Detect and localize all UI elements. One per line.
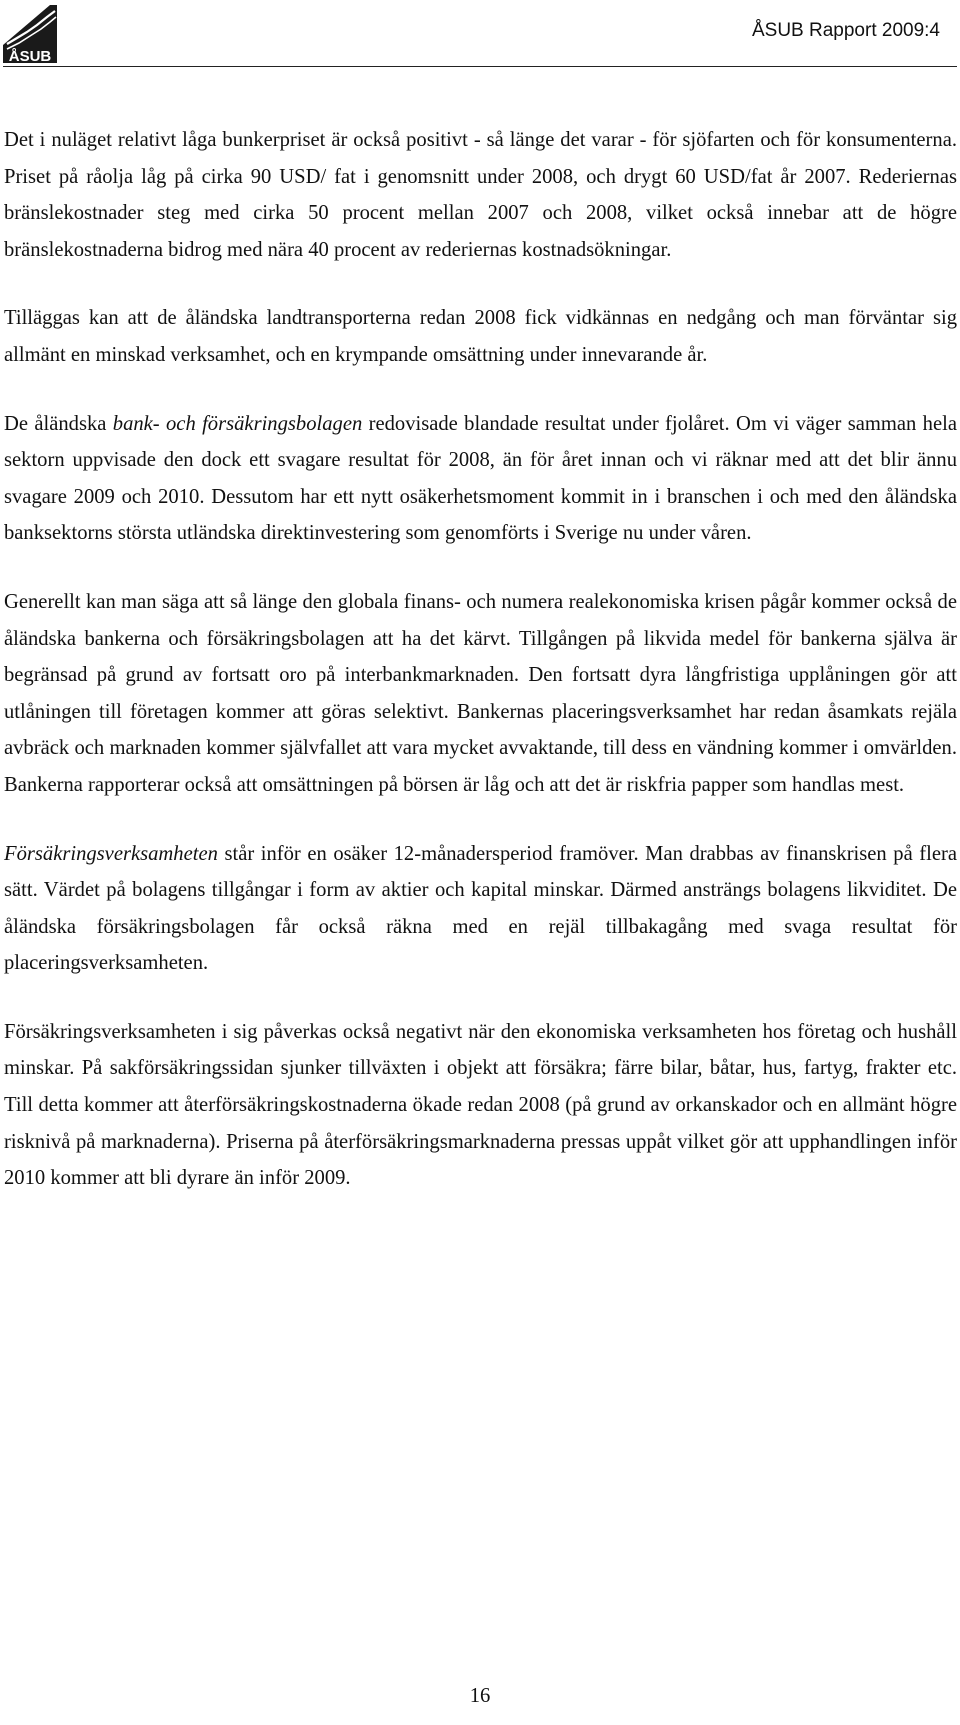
header-rule — [3, 66, 957, 67]
emphasized-term: bank- och försäkringsbolagen — [112, 412, 363, 435]
document-body — [4, 122, 957, 1197]
emphasized-term: Försäkringsverksamheten — [4, 842, 218, 865]
paragraph-reinsurance: Försäkringsverksamheten i sig påverkas också negativt när den ekonomiska verksamheten hos företag och hushåll minskar. På sakförsäkringssidan sjunker tillväxten i objekt att försäkra; färre bilar, båtar, hus, fartyg, frakter etc. Till detta kommer att återförsäkringskostnaderna ökade redan 2008 (på grund av orkanskador och en allmänt högre risknivå på marknaderna). Priserna på återförsäkringsmarknaderna pressas uppåt vilket gör att upphandlingen inför 2010 kommer att bli dyrare än inför 2009. — [4, 1020, 957, 1190]
paragraph-text: står inför en osäker 12-månadersperiod framöver. Man drabbas av finanskrisen på flera sätt. Värdet på bolagens tillgångar i form av aktier och kapital minskar. Därmed ansträngs bolagens likviditet. De åländska försäkringsbolagen får också räkna med en rejäl tillbakagång med svaga resultat för placeringsverksamheten. — [4, 842, 957, 975]
paragraph-banking-crisis: Generellt kan man säga att så länge den globala finans- och numera realekonomiska krisen pågår kommer också de åländska bankerna och försäkringsbolagen att ha det kärvt. Tillgången på likvida medel för bankerna själva är begränsad på grund av fortsatt oro på interbankmarknaden. Den fortsatt dyra långfristiga upplåningen gör att utlåningen till företagen kommer att göras selektivt. Bankernas placeringsverksamhet har redan åsamkats rejäla avbräck och marknaden kommer självfallet att vara mycket avvaktande, till dess en vändning kommer i omvärlden. Bankerna rapporterar också att omsättningen på börsen är låg och att det är riskfria papper som handlas mest. — [4, 590, 957, 796]
report-title: ÅSUB Rapport 2009:4 — [751, 20, 940, 41]
page-header — [0, 0, 960, 70]
asub-logo — [3, 5, 59, 63]
paragraph-bank-insurance — [4, 406, 957, 552]
page-number: 16 — [469, 1685, 491, 1707]
logo-text: ÅSUB — [8, 48, 52, 63]
paragraph-text: De åländska — [4, 412, 113, 435]
paragraph-text: redovisade blandade resultat under fjolåret. Om vi väger samman hela sektorn uppvisade den dock ett svagare resultat för 2008, än för året innan och vi räknar med att det blir ännu svagare 2009 och 2010. Dessutom har ett nytt osäkerhetsmoment kommit in i branschen i och med den åländska banksektorns största utländska direktinvestering som genomförts i Sverige nu under våren. — [4, 412, 957, 545]
paragraph-bunker-price: Det i nuläget relativt låga bunkerpriset är också positivt - så länge det varar - för sjöfarten och för konsumenterna. Priset på råolja låg på cirka 90 USD/ fat i genomsnitt under 2008, och drygt 60 USD/fat år 2007. Rederiernas bränslekostnader steg med cirka 50 procent mellan 2007 och 2008, vilket också innebar att de högre bränslekostnaderna bidrog med nära 40 procent av rederiernas kostnadsökningar. — [4, 129, 957, 261]
paragraph-land-transport: Tilläggas kan att de åländska landtransporterna redan 2008 fick vidkännas en nedgång och man förväntar sig allmänt en minskad verksamhet, och en krympande omsättning under innevarande år. — [4, 307, 957, 366]
paragraph-insurance-outlook — [4, 836, 957, 982]
